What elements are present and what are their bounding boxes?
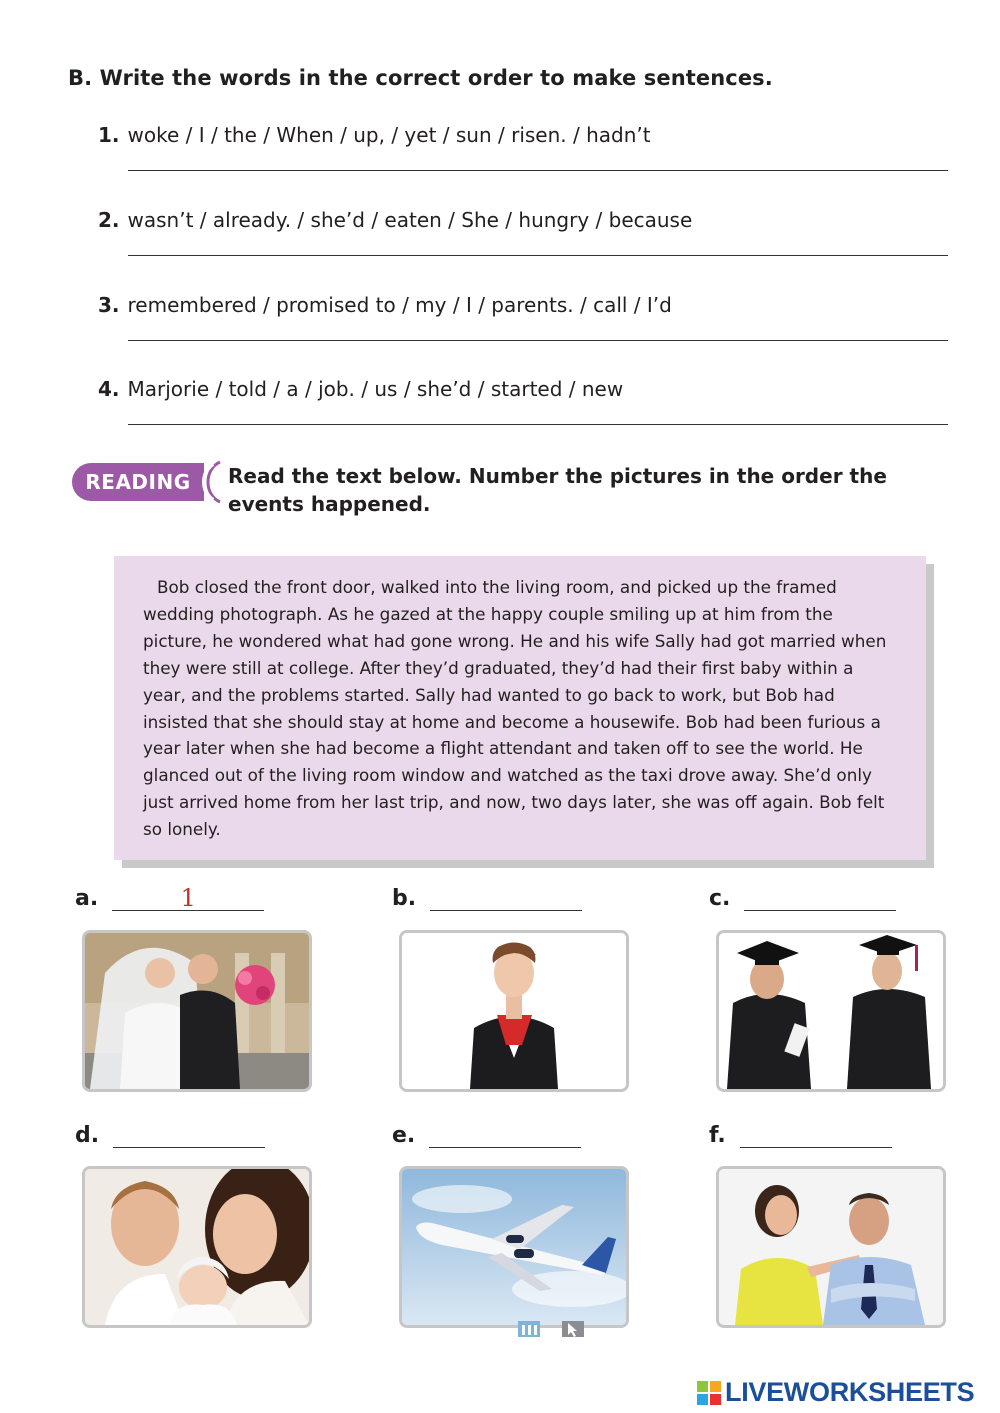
order-input-f[interactable] bbox=[740, 1121, 892, 1148]
picture-label-d: d. bbox=[75, 1121, 265, 1148]
cursor-icon[interactable] bbox=[562, 1321, 584, 1337]
item-words: remembered / promised to / my / I / parents. / call / I’d bbox=[127, 293, 672, 317]
item-words: Marjorie / told / a / job. / us / she’d / started / new bbox=[127, 377, 624, 401]
logo-text: LIVEWORKSHEETS bbox=[725, 1377, 975, 1407]
liveworksheets-logo bbox=[697, 1377, 974, 1408]
answer-input-3[interactable] bbox=[128, 340, 948, 341]
wedding-couple-photo bbox=[82, 930, 312, 1092]
reading-badge: READING bbox=[72, 463, 204, 501]
order-input-b[interactable] bbox=[430, 884, 582, 911]
family-with-baby-photo bbox=[82, 1166, 312, 1328]
picture-label-a: a. 1 bbox=[75, 884, 264, 911]
section-b-title: B. Write the words in the correct order to make sentences. bbox=[68, 66, 773, 90]
picture-label-f: f. bbox=[709, 1121, 892, 1148]
picture-label-e: e. bbox=[392, 1121, 581, 1148]
reading-instruction: Read the text below. Number the pictures in the order the events happened. bbox=[228, 464, 887, 516]
item-number: 2. bbox=[98, 208, 120, 232]
item-words: wasn’t / already. / she’d / eaten / She / hungry / because bbox=[127, 208, 693, 232]
flight-attendant-photo bbox=[399, 930, 629, 1092]
item-number: 3. bbox=[98, 293, 120, 317]
item-number: 4. bbox=[98, 377, 120, 401]
order-input-d[interactable] bbox=[113, 1121, 265, 1148]
airplane-photo bbox=[399, 1166, 629, 1328]
order-input-c[interactable] bbox=[744, 884, 896, 911]
sentence-item-4 bbox=[98, 377, 623, 401]
picture-label-c: c. bbox=[709, 884, 896, 911]
answer-input-4[interactable] bbox=[128, 424, 948, 425]
answer-input-2[interactable] bbox=[128, 255, 948, 256]
library-icon[interactable] bbox=[518, 1321, 540, 1337]
reading-passage: Bob closed the front door, walked into the living room, and picked up the framed wedding photograph. As he gazed at the happy couple smiling up at him from the picture, he wondered what had gone wrong. He and his wife Sally had got married when they were still at college. After they’d graduated, they’d had their first baby within a year, and the problems started. Sally had wanted to go back to work, but Bob had insisted that she should stay at home and become a housewife. Bob had been furious a year later when she had become a flight attendant and taken off to see the world. He glanced out of the living room window and watched as the taxi drove away. She’d only just arrived home from her last trip, and now, two days later, she was off again. Bob felt so lonely. bbox=[114, 556, 926, 860]
order-input-e[interactable] bbox=[429, 1121, 581, 1148]
item-number: 1. bbox=[98, 123, 120, 147]
arguing-couple-photo bbox=[716, 1166, 946, 1328]
liveworksheets-logo-icon bbox=[697, 1381, 721, 1405]
answer-input-1[interactable] bbox=[128, 170, 948, 171]
sentence-item-3 bbox=[98, 293, 672, 317]
sentence-item-2 bbox=[98, 208, 692, 232]
item-words: woke / I / the / When / up, / yet / sun / risen. / hadn’t bbox=[127, 123, 651, 147]
page-tool-icons bbox=[518, 1319, 586, 1339]
order-input-a[interactable] bbox=[112, 884, 264, 911]
sentence-item-1 bbox=[98, 123, 651, 147]
picture-label-b: b. bbox=[392, 884, 582, 911]
order-value-a: 1 bbox=[180, 884, 196, 912]
graduates-photo bbox=[716, 930, 946, 1092]
badge-bracket-icon bbox=[196, 459, 224, 505]
